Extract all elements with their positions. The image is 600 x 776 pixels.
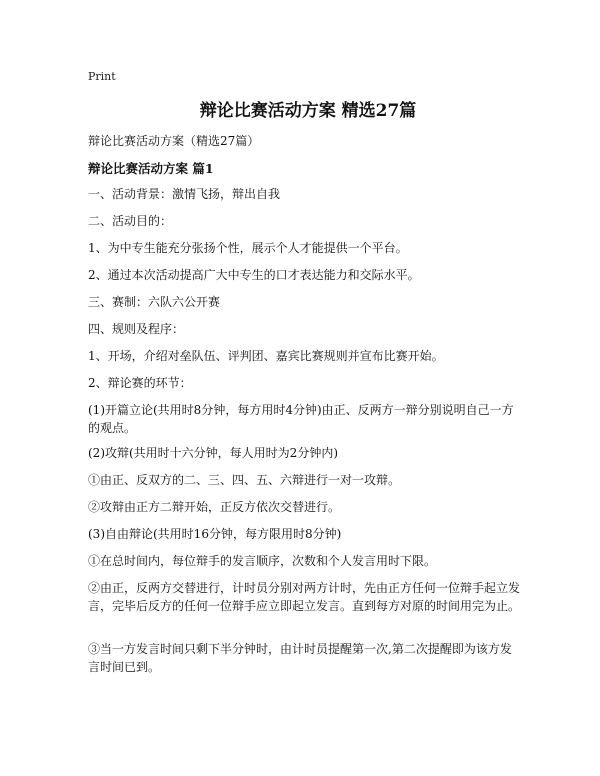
document-title: 辩论比赛活动方案 精选27篇 [199, 101, 417, 121]
paragraph: ③当一方发言时间只剩下半分钟时，由计时员提醒第一次,第二次提醒即为该方发言时间已到。 [88, 642, 512, 674]
document-subtitle: 辩论比赛活动方案（精选27篇） [88, 134, 260, 148]
paragraph: (3)自由辩论(共用时16分钟，每方限用时8分钟) [88, 527, 342, 541]
paragraph: 二、活动目的： [88, 214, 173, 228]
paragraph: ①在总时间内，每位辩手的发言顺序，次数和个人发言用时下限。 [88, 554, 437, 568]
paragraph: 2、辩论赛的环节： [88, 376, 192, 390]
paragraph: 一、活动背景：激情飞扬，辩出自我 [88, 187, 281, 201]
print-link[interactable]: Print [88, 70, 116, 83]
paragraph: 2、通过本次活动提高广大中专生的口才表达能力和交际水平。 [88, 268, 420, 282]
paragraph: ②攻辩由正方二辩开始，正反方依次交替进行。 [88, 500, 341, 514]
paragraph: 四、规则及程序： [88, 322, 185, 336]
paragraph: (1)开篇立论(共用时8分钟，每方用时4分钟)由正、反两方一辩分别说明自己一方的观点。 [88, 403, 514, 435]
paragraph: 1、为中专生能充分张扬个性，展示个人才能提供一个平台。 [88, 241, 408, 255]
paragraph: (2)攻辩(共用时十六分钟，每人用时为2分钟内) [88, 446, 338, 460]
section-heading: 辩论比赛活动方案 篇1 [88, 161, 214, 176]
paragraph: ①由正、反双方的二、三、四、五、六辩进行一对一攻辩。 [88, 473, 401, 487]
paragraph: ②由正，反两方交替进行，计时员分别对两方计时，先由正方任何一位辩手起立发言，完毕后反方的任何一位辩手应立即起立发言。直到每方对原的时间用完为止。 [88, 581, 521, 613]
paragraph: 1、开场，介绍对垒队伍、评判团、嘉宾比赛规则并宣布比赛开始。 [88, 349, 444, 363]
paragraph: 三、赛制：六队六公开赛 [88, 295, 221, 309]
